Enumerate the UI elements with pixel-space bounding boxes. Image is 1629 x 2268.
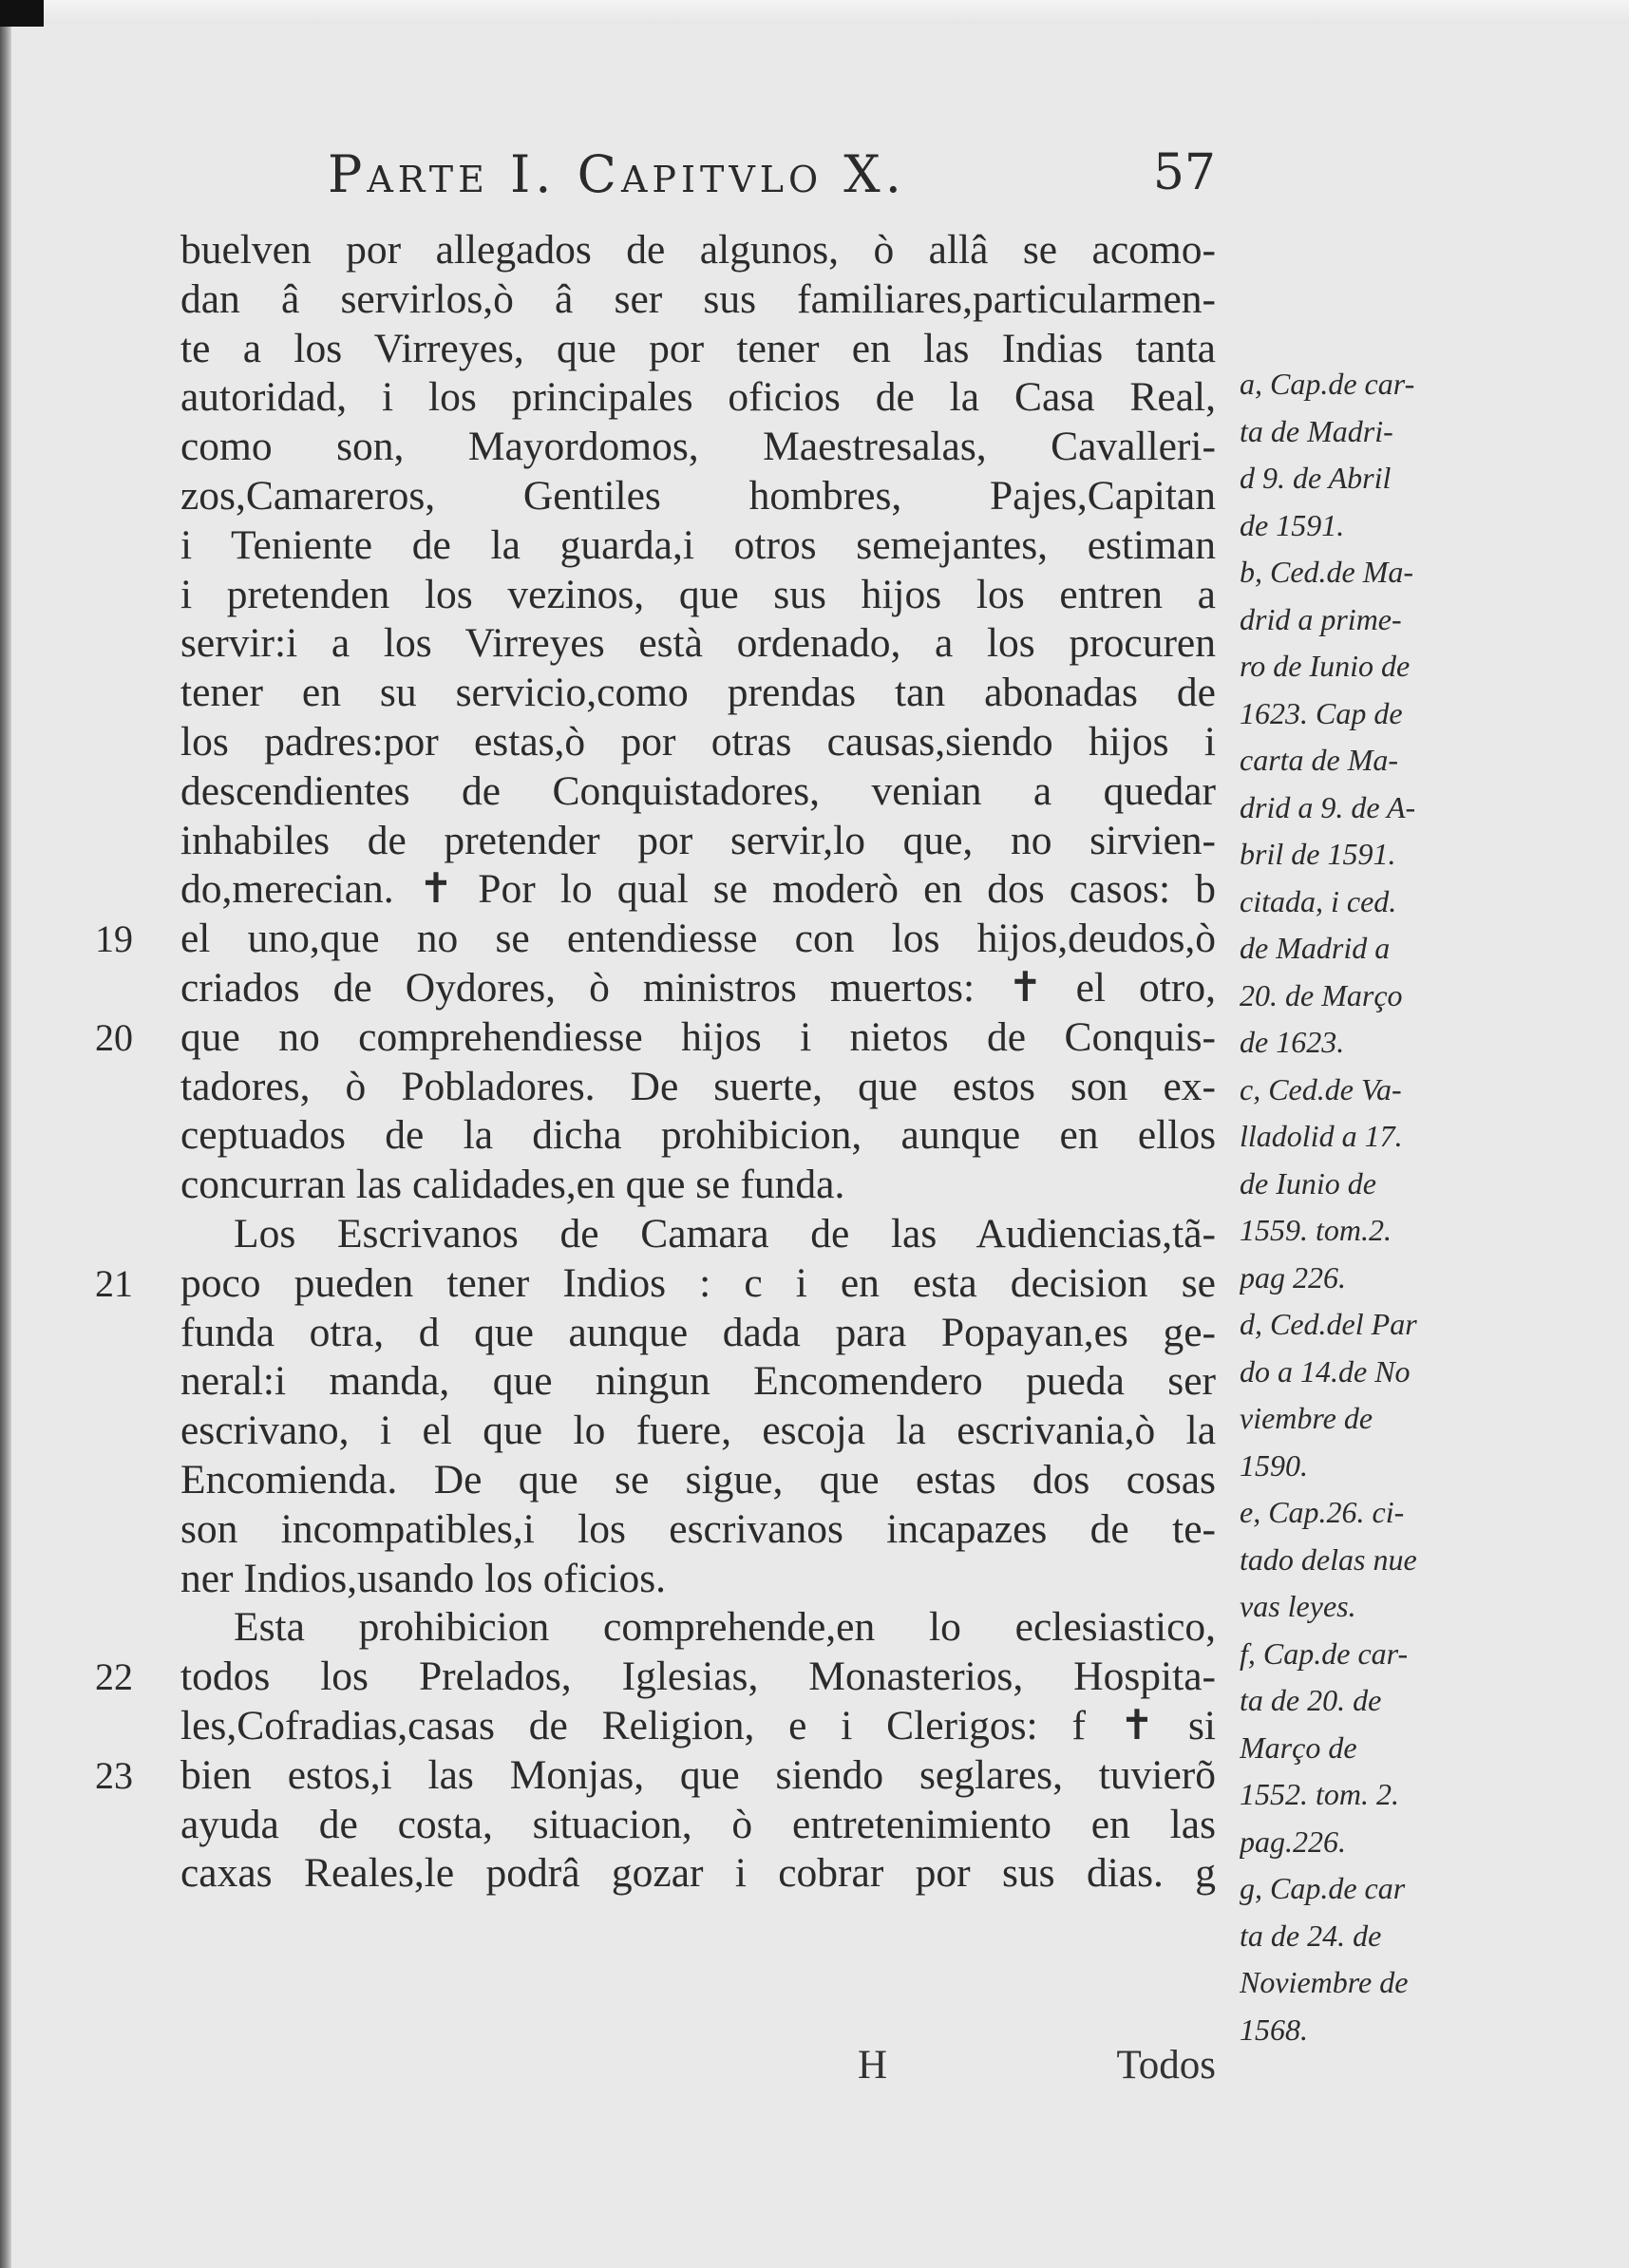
note-line: d 9. de Abril — [1240, 461, 1392, 495]
note-line: de 1591. — [1240, 507, 1345, 542]
text-line: son incompatibles,i los escrivanos incapazes de te- — [180, 1505, 1216, 1552]
text-line: te a los Virreyes, que por tener en las Indias tanta — [180, 325, 1216, 371]
note-line: de Iunio de — [1240, 1165, 1376, 1200]
note-line: 1623. Cap de — [1240, 695, 1403, 730]
text-line: inhabiles de pretender por servir,lo que, no sirvien- — [180, 817, 1216, 863]
text-line: Los Escrivanos de Camara de las Audiencias,tã- — [234, 1210, 1216, 1257]
note-line: a, Cap.de car- — [1240, 367, 1415, 401]
text-line: do,merecian. ✝ Por lo qual se moderò en dos casos: b — [180, 866, 1216, 913]
note-line: carta de Ma- — [1240, 743, 1399, 777]
margin-number: 21 — [95, 1262, 133, 1305]
note-line: 1590. — [1240, 1447, 1308, 1483]
main-text-column — [180, 226, 1216, 1899]
note-line: drid a 9. de A- — [1240, 789, 1416, 824]
note-line: de Madrid a — [1240, 931, 1391, 965]
note-line: ta de Madri- — [1240, 413, 1393, 448]
text-line: dan â servirlos,ò â ser sus familiares,particularmen- — [180, 275, 1216, 322]
text-line: tadores, ò Pobladores. De suerte, que estos son ex- — [180, 1063, 1216, 1109]
text-line: bien estos,i las Monjas, que siendo seglares, tuvierõ — [180, 1751, 1216, 1798]
text-line: ner Indios,usando los oficios. — [180, 1555, 667, 1601]
page-top-edge — [0, 0, 1629, 25]
note-line: b, Ced.de Ma- — [1240, 555, 1414, 589]
note-line: 20. de Março — [1240, 977, 1403, 1012]
text-line: descendientes de Conquistadores, venian a quedar — [180, 767, 1216, 814]
note-line: de 1623. — [1240, 1025, 1345, 1059]
text-line: concurran las calidades,en que se funda. — [180, 1162, 845, 1208]
note-line: 1568. — [1240, 2012, 1308, 2047]
note-line: pag.226. — [1240, 1824, 1346, 1859]
note-line: tado delas nue — [1240, 1541, 1417, 1577]
text-line: los padres:por estas,ò por otras causas,siendo hijos i — [180, 718, 1216, 765]
note-line: do a 14.de No — [1240, 1353, 1411, 1389]
text-line: todos los Prelados, Iglesias, Monasterios, Hospita- — [180, 1654, 1216, 1700]
text-line: que no comprehendiesse hijos i nietos de Conquis- — [180, 1013, 1216, 1060]
note-line: f, Cap.de car- — [1240, 1635, 1409, 1671]
text-line: zos,Camareros, Gentiles hombres, Pajes,Capitan — [180, 472, 1216, 519]
text-line: buelven por allegados de algunos, ò allâ se acomo- — [180, 227, 1216, 273]
text-line: Esta prohibicion comprehende,en lo eclesiastico, — [234, 1604, 1216, 1651]
note-line: c, Ced.de Va- — [1240, 1071, 1402, 1106]
margin-number: 22 — [95, 1655, 133, 1698]
page-binding-edge — [0, 0, 11, 2268]
note-line: e, Cap.26. ci- — [1240, 1495, 1405, 1529]
page-header — [328, 144, 1216, 217]
margin-number: 19 — [95, 917, 133, 960]
note-line: ta de 20. de — [1240, 1683, 1382, 1717]
text-line: tener en su servicio,como prendas tan abonadas de — [180, 670, 1216, 716]
note-line: bril de 1591. — [1240, 837, 1396, 871]
text-line: funda otra, d que aunque dada para Popayan,es ge- — [180, 1309, 1216, 1355]
text-line: les,Cofradias,casas de Religion, e i Clerigos: f ✝ si — [180, 1702, 1216, 1748]
note-line: d, Ced.del Par — [1240, 1307, 1417, 1341]
catchword: Todos — [1116, 2043, 1216, 2088]
note-line: 1552. tom. 2. — [1240, 1777, 1399, 1811]
signature-mark: H — [858, 2043, 888, 2088]
text-line: caxas Reales,le podrâ gozar i cobrar por sus dias. g — [180, 1850, 1216, 1897]
note-line: vas leyes. — [1240, 1589, 1356, 1623]
text-line: poco pueden tener Indios : c i en esta decision se — [180, 1259, 1216, 1306]
page-number: 57 — [1152, 144, 1216, 201]
text-line: autoridad, i los principales oficios de la Casa Real, — [180, 374, 1216, 421]
scan-corner-mark — [0, 0, 44, 27]
text-line: i pretenden los vezinos, que sus hijos los entren a — [180, 571, 1216, 617]
note-line: Noviembre de — [1240, 1965, 1409, 1999]
text-line: neral:i manda, que ningun Encomendero pueda ser — [180, 1358, 1216, 1405]
note-line: drid a prime- — [1240, 601, 1402, 636]
text-line: Encomienda. De que se sigue, que estas dos cosas — [180, 1456, 1216, 1503]
note-line: lladolid a 17. — [1240, 1119, 1403, 1153]
note-line: ro de Iunio de — [1240, 649, 1411, 683]
note-line: ta de 24. de — [1240, 1918, 1382, 1953]
text-line: i Teniente de la guarda,i otros semejantes, estiman — [180, 521, 1216, 568]
note-line: pag 226. — [1240, 1259, 1346, 1295]
note-line: viembre de — [1240, 1401, 1373, 1435]
text-line: ayuda de costa, situacion, ò entretenimiento en las — [180, 1801, 1216, 1847]
text-line: escrivano, i el que lo fuere, escoja la escrivania,ò la — [180, 1408, 1216, 1454]
text-line: el uno,que no se entendiesse con los hijos,deudos,ò — [180, 916, 1216, 962]
text-line: servir:i a los Virreyes està ordenado, a los procuren — [180, 620, 1216, 667]
running-title: Parte I. Capitvlo X. — [328, 144, 906, 204]
text-line: como son, Mayordomos, Maestresalas, Cavalleri- — [180, 424, 1216, 470]
note-line: Março de — [1240, 1729, 1357, 1765]
text-line: criados de Oydores, ò ministros muertos: ✝ el otro, — [180, 964, 1216, 1011]
page-footer — [180, 2042, 1216, 2093]
margin-number: 20 — [95, 1016, 133, 1059]
marginal-notes — [1240, 361, 1525, 2053]
note-line: g, Cap.de car — [1240, 1871, 1406, 1905]
note-line: 1559. tom.2. — [1240, 1213, 1392, 1247]
note-line: citada, i ced. — [1240, 883, 1397, 918]
margin-number: 23 — [95, 1754, 133, 1797]
text-line: ceptuados de la dicha prohibicion, aunque en ellos — [180, 1112, 1216, 1159]
